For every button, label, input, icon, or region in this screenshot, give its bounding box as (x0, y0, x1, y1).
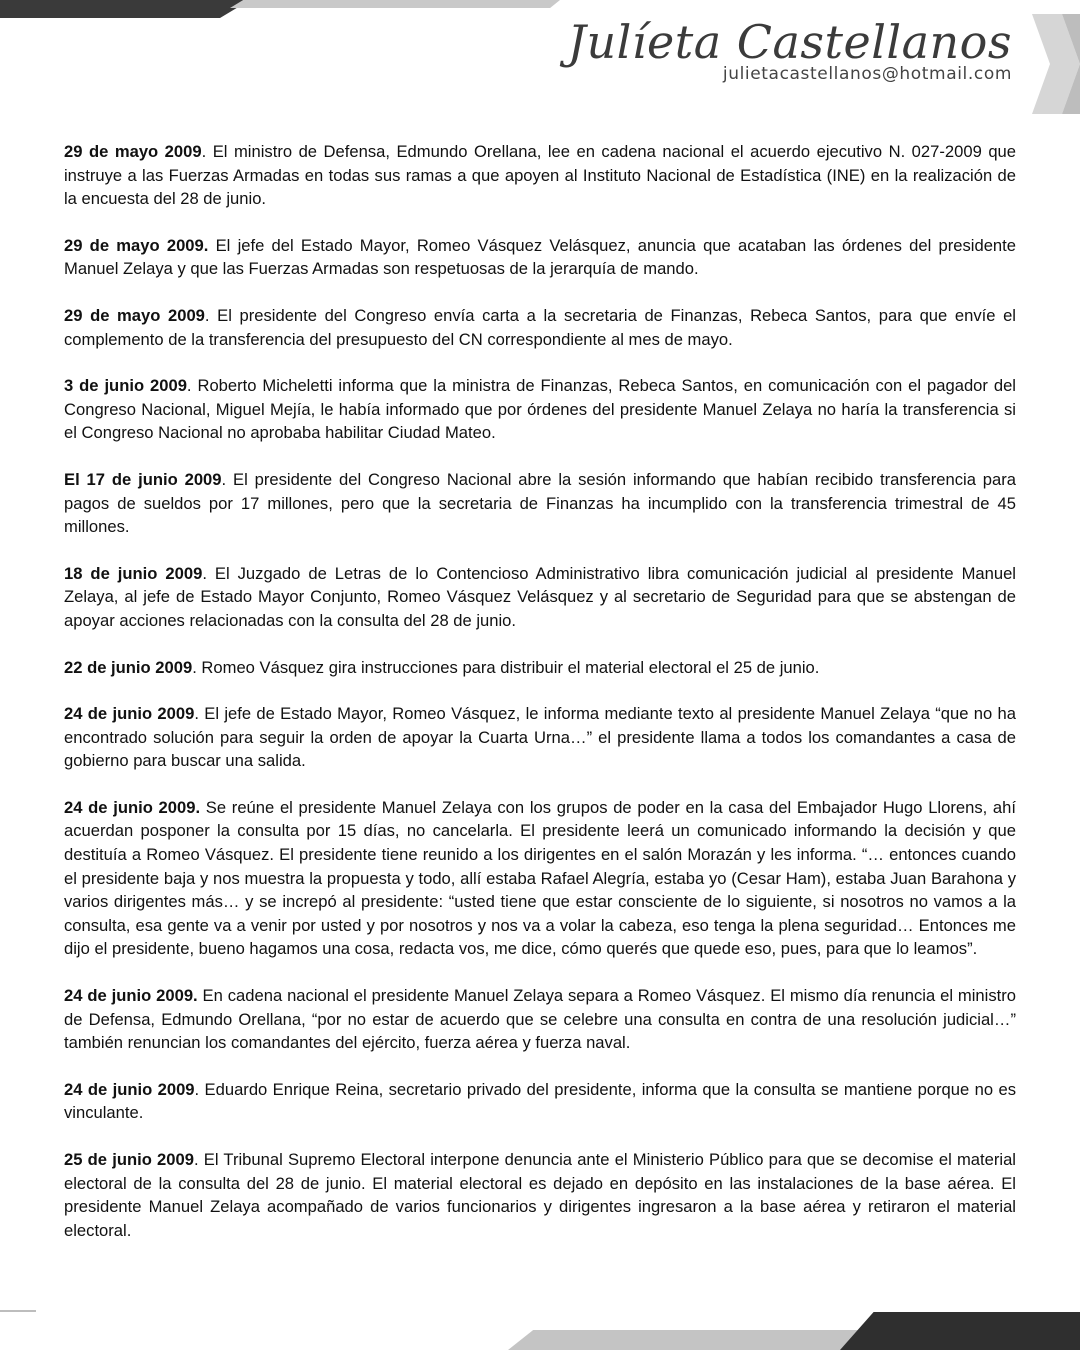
entry-date: 24 de junio 2009. (64, 797, 201, 817)
entry-date: 24 de junio 2009 (64, 704, 195, 724)
timeline-entry (64, 562, 1016, 633)
bottom-dark-bar (840, 1312, 1080, 1350)
top-left-light-bar (230, 0, 560, 8)
entry-text: En cadena nacional el presidente Manuel Zelaya separa a Romeo Vásquez. El mismo día renuncia el ministro de Defensa, Edmundo Orellana, “por no estar de acuerdo que se celebre una consulta en contra de una resolución judicial…” también renuncian los comandantes del ejército, fuerza aérea y fuerza naval. (64, 986, 1016, 1053)
entry-date: El 17 de junio 2009 (64, 469, 222, 489)
top-left-dark-bar (0, 0, 250, 18)
author-name: Julíeta Castellanos (567, 15, 1012, 69)
bottom-left-divider (0, 1310, 36, 1312)
timeline-entry (64, 984, 1016, 1055)
timeline-entry (64, 468, 1016, 539)
entry-date: 29 de mayo 2009 (64, 142, 202, 161)
entry-text: . Eduardo Enrique Reina, secretario privado del presidente, informa que la consulta se mantiene porque no es vinculante. (64, 1079, 1016, 1123)
document-body (64, 140, 1016, 1265)
timeline-entry (64, 1148, 1016, 1242)
entry-text: . Roberto Micheletti informa que la ministra de Finanzas, Rebeca Santos, en comunicación con el pagador del Congreso Nacional, Miguel Mejía, le había informado que por órdenes del presidente Manuel Zelaya no haría la transferencia si el Congreso Nacional no aprobaba habilitar Ciudad Mateo. (64, 376, 1016, 443)
author-email: julietacastellanos@hotmail.com (722, 64, 1012, 84)
letterhead (568, 14, 1012, 84)
timeline-entry (64, 234, 1016, 281)
timeline-entry (64, 304, 1016, 351)
entry-date: 22 de junio 2009 (64, 657, 193, 677)
entry-text: El jefe del Estado Mayor, Romeo Vásquez Velásquez, anuncia que acataban las órdenes del presidente Manuel Zelaya y que las Fuerzas Armadas son respetuosas de la jerarquía de mando. (64, 235, 1016, 279)
entry-text: . El Tribunal Supremo Electoral interpone denuncia ante el Ministerio Público para que se decomise el material electoral de la consulta del 28 de junio. El material electoral es dejado en depósito en las instalaciones de la base aérea. El presidente Manuel Zelaya acompañado de varios funcionarios y dirigentes ingresaron a la base aérea y retiraron el material electoral. (64, 1150, 1016, 1240)
entry-text: . El Juzgado de Letras de lo Contencioso Administrativo libra comunicación judicial al presidente Manuel Zelaya, al jefe de Estado Mayor Conjunto, Romeo Vásquez Velásquez y al secretario de Seguridad para que se abstengan de apoyar acciones relacionadas con la consulta del 28 de junio. (64, 563, 1016, 630)
timeline-entry (64, 374, 1016, 445)
entry-date: 3 de junio 2009 (64, 376, 187, 396)
entry-text: . Romeo Vásquez gira instrucciones para distribuir el material electoral el 25 de junio. (192, 657, 820, 677)
chevron-right-icon (1032, 14, 1080, 114)
entry-date: 25 de junio 2009 (64, 1150, 194, 1169)
entry-date: 29 de mayo 2009. (64, 235, 209, 255)
entry-text: . El presidente del Congreso envía carta a la secretaria de Finanzas, Rebeca Santos, para que envíe el complemento de la transferencia del presupuesto del CN correspondiente al mes de mayo. (64, 305, 1016, 349)
entry-date: 29 de mayo 2009 (64, 305, 205, 325)
entry-text: Se reúne el presidente Manuel Zelaya con los grupos de poder en la casa del Embajador Hugo Llorens, ahí acuerdan posponer la consulta por 15 días, no cancelarla. El presidente leerá un comunicado informando la decisión y que destituía a Romeo Vásquez. El presidente tiene reunido a los dirigentes en el salón Morazán y les informa. “… entonces cuando el presidente baja y nos muestra la propuesta y todo, allí estaba Rafael Alegría, estaba yo (Cesar Ham), estaba Juan Barahona y varios dirigentes más… y se increpó al presidente: “usted tiene que estar consciente de lo siguiente, si nosotros no vamos a la consulta, esa gente va a venir por usted y por nosotros y nos va a volar la cabeza, eso tenga la plena seguridad… Entonces me dijo el presidente, bueno hagamos una cosa, redacta vos, me dice, cómo querés que quede eso, pues, para que lo leamos”. (64, 797, 1017, 959)
entry-date: 18 de junio 2009 (64, 563, 203, 583)
timeline-entry (64, 702, 1016, 773)
entry-text: . El ministro de Defensa, Edmundo Orellana, lee en cadena nacional el acuerdo ejecutivo N. 027-2009 que instruye a las Fuerzas Armadas en todas sus ramas a que apoyen al Instituto Nacional de Estadística (INE) en la realización de la encuesta del 28 de junio. (64, 142, 1016, 209)
timeline-entry (64, 1078, 1016, 1125)
entry-text: . El presidente del Congreso Nacional abre la sesión informando que habían recibido transferencia para pagos de sueldos por 17 millones, pero que la secretaria de Finanzas ha incumplido con la transferencia trimestral de 45 millones. (64, 469, 1016, 537)
entry-date: 24 de junio 2009 (64, 1079, 195, 1099)
entry-date: 24 de junio 2009. (64, 986, 198, 1006)
timeline-entry (64, 140, 1016, 211)
timeline-entry (64, 656, 1016, 680)
entry-text: . El jefe de Estado Mayor, Romeo Vásquez, le informa mediante texto al presidente Manuel Zelaya “que no ha encontrado solución para seguir la orden de apoyar la Cuarta Urna…” el presidente llama a todos los comandantes a casa de gobierno para buscar una salida. (64, 704, 1016, 771)
timeline-entry (64, 796, 1016, 961)
